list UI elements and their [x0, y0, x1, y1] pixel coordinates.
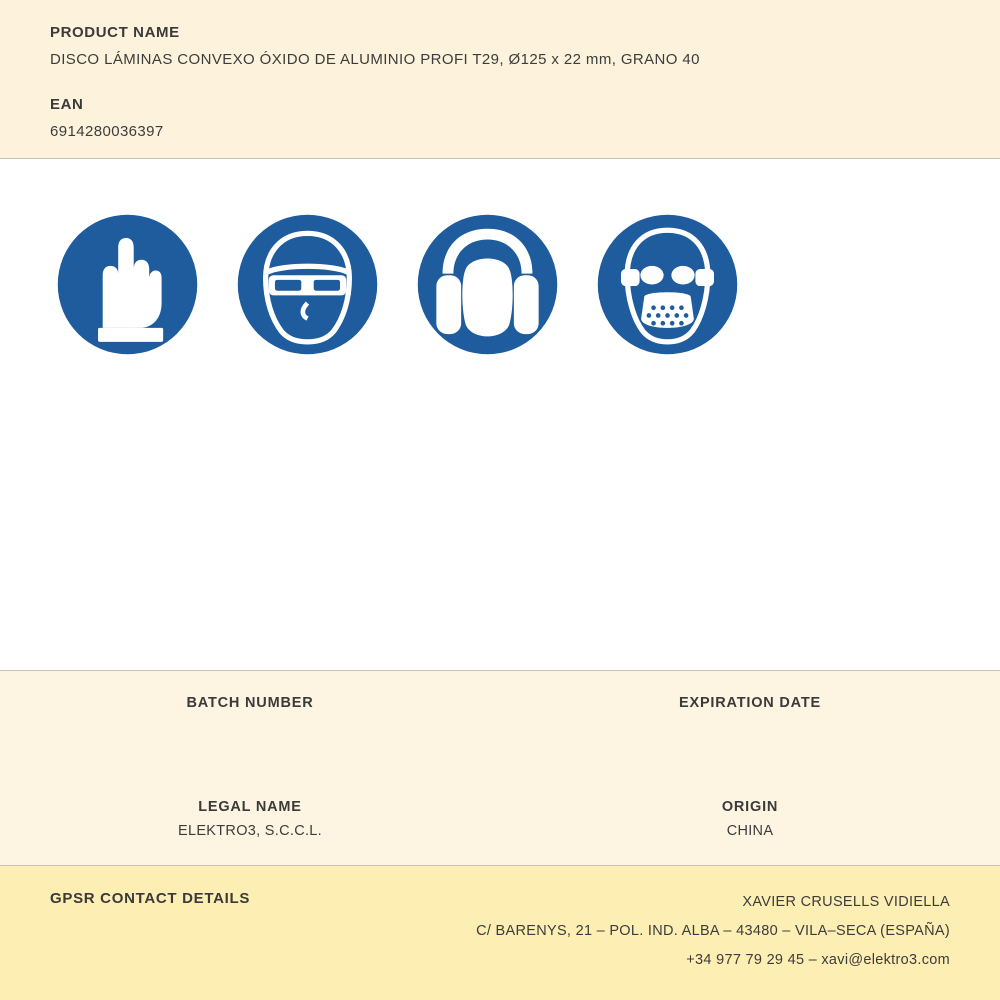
safety-pictograms-section [0, 159, 1000, 671]
batch-legal-section [0, 671, 1000, 866]
gpsr-contact-details [476, 888, 950, 975]
ean-label: EAN [50, 96, 84, 113]
gpsr-contact-phone-email: +34 977 79 29 45 – xavi@elektro3.com [686, 952, 950, 968]
origin-value: CHINA [726, 823, 774, 839]
gpsr-contact-footer [0, 866, 1000, 1000]
batch-expiration-row [0, 695, 1000, 737]
gpsr-contact-label: GPSR CONTACT DETAILS [50, 890, 251, 907]
gpsr-contact-name: XAVIER CRUSELLS VIDIELLA [742, 894, 950, 910]
batch-number-label: BATCH NUMBER [186, 695, 314, 711]
expiration-date-value [520, 719, 980, 737]
legal-name-cell [0, 799, 500, 841]
legal-name-label: LEGAL NAME [198, 799, 302, 815]
ean-value: 6914280036397 [50, 123, 164, 140]
product-info-header [0, 0, 1000, 159]
batch-number-cell [0, 695, 500, 737]
expiration-date-cell [500, 695, 1000, 737]
origin-cell [500, 799, 1000, 841]
legal-origin-row [0, 799, 1000, 841]
product-name-label: PRODUCT NAME [50, 24, 180, 41]
safety-pictograms-row [50, 207, 950, 362]
wear-respiratory-protection-icon [590, 207, 745, 362]
wear-eye-protection-icon [230, 207, 385, 362]
legal-name-value: ELEKTRO3, S.C.C.L. [178, 823, 322, 839]
product-name-block [50, 24, 950, 68]
origin-label: ORIGIN [721, 799, 779, 815]
expiration-date-label: EXPIRATION DATE [679, 695, 821, 711]
product-name-value: DISCO LÁMINAS CONVEXO ÓXIDO DE ALUMINIO PROFI T29, Ø125 x 22 mm, GRANO 40 [50, 51, 700, 68]
wear-protective-gloves-icon [50, 207, 205, 362]
batch-number-value [20, 719, 480, 737]
gpsr-contact-address: C/ BARENYS, 21 – POL. IND. ALBA – 43480 – VILA–SECA (ESPAÑA) [476, 923, 950, 939]
wear-ear-protection-icon [410, 207, 565, 362]
ean-block [50, 96, 950, 140]
